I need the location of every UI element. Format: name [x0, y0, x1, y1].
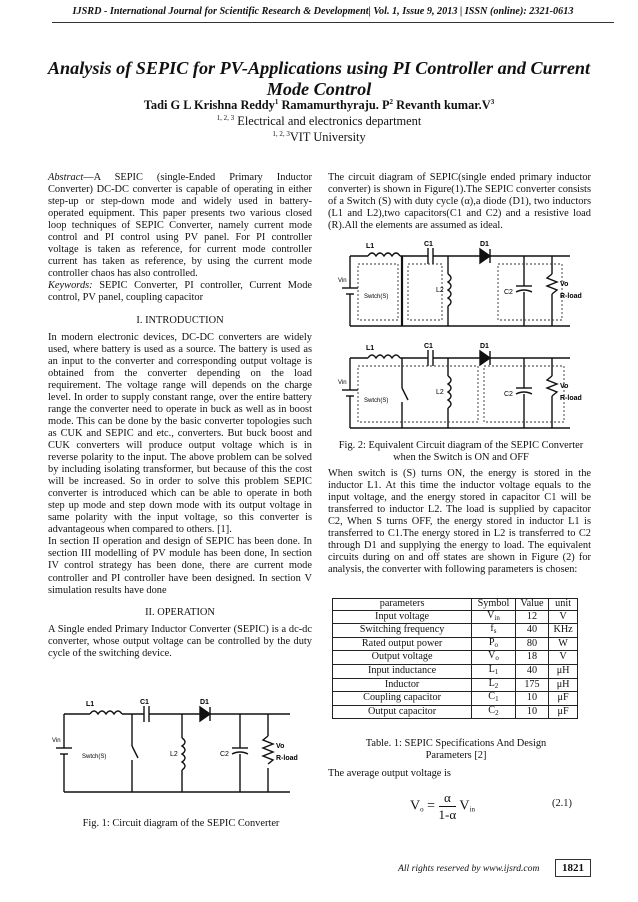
- author-2-sup: 2: [389, 98, 394, 106]
- author-line: [40, 98, 598, 113]
- table-row: Input inductance $L_1$ 40 μH: [333, 664, 578, 678]
- fig2-off-label-l1: L1: [366, 345, 375, 352]
- equation-number: (2.1): [552, 798, 572, 809]
- fig2-on-label-vin: Vin: [338, 278, 347, 284]
- right-column-top: [328, 172, 591, 232]
- fig1-switch: [132, 746, 138, 758]
- fig2-off-label-l2: L2: [436, 389, 444, 396]
- abstract-text: —A SEPIC (single-Ended Primary Inductor Converter) DC-DC converter is capable of operating in either step-up or step-down mode and widely used in battery-operated equipment. This paper presents two various closed loop techniques of SEPIC Converter, namely current mode control and PI control using PV panel. For PI controller voltage is taken as reference, for current mode controller current has taken as reference, by using the current mode controller chaos has also controlled.: [48, 172, 312, 280]
- fig1-label-c2: C2: [220, 751, 229, 758]
- table-header: Symbol: [472, 599, 516, 611]
- table-row: Output voltage $V_o$ 18 V: [333, 651, 578, 665]
- table-header: unit: [549, 599, 578, 611]
- table-row: Inductor $L_2$ 175 μH: [333, 678, 578, 692]
- left-column: [48, 172, 312, 660]
- intro-paragraph-2: In section II operation and design of SEPIC has been done. In section III modelling of PV module has been done, In section IV control strategy has been done, there are current mode controller and PI controller have been designed. In section V simulation results have done: [48, 536, 312, 596]
- right-column-middle: [328, 468, 591, 576]
- table-row: Input voltage $V_{in}$ 12 V: [333, 610, 578, 624]
- fig2-off-label-c1: C1: [424, 343, 433, 350]
- eq-lhs-sub: o: [420, 805, 424, 814]
- fig2-off-label-rload: R-load: [560, 395, 582, 402]
- header-rule: [52, 22, 614, 23]
- fig2-on-loop-1: [358, 264, 398, 320]
- fig2-caption: Fig. 2: Equivalent Circuit diagram of the SEPIC Converter when the Switch is ON and OFF: [338, 440, 584, 463]
- fig2-off-l2: [448, 376, 451, 408]
- university: [40, 130, 598, 145]
- fig2-on-label-l1: L1: [366, 243, 375, 250]
- fig2-off-loop-1: [358, 366, 478, 422]
- running-head: IJSRD - International Journal for Scientific Research & Development| Vol. 1, Issue 9, 2013 | ISSN (online): 2321-0613: [72, 6, 574, 17]
- page-number: 1821: [555, 859, 591, 877]
- fig2-on-d1: [480, 249, 490, 263]
- table-row: Switching frequency $f_s$ 40 KHz: [333, 624, 578, 638]
- fig2-equivalent-circuits: [338, 238, 594, 436]
- abstract: [48, 172, 312, 280]
- fig1-label-l1: L1: [86, 701, 95, 708]
- fig1-l1-inductor: [90, 711, 122, 714]
- table-row: Rated output power $P_o$ 80 W: [333, 637, 578, 651]
- keywords: [48, 280, 312, 304]
- eq-equals: =: [427, 798, 436, 814]
- fig1-label-rload: R-load: [276, 755, 298, 762]
- fig1-label-vo: Vo: [276, 743, 285, 750]
- fig2-off-label-c2: C2: [504, 391, 513, 398]
- footer-rights: All rights reserved by www.ijsrd.com: [398, 863, 540, 874]
- fig2-off-label-vin: Vin: [338, 380, 347, 386]
- affiliation: [40, 114, 598, 129]
- fig2-off-l1: [368, 355, 400, 358]
- operation-paragraph: A Single ended Primary Inductor Converter (SEPIC) is a dc-dc converter, whose output voltage can be controlled by the duty cycle of the switching device.: [48, 623, 312, 659]
- section-heading-introduction: I. INTRODUCTION: [136, 314, 224, 326]
- fig1-circuit-diagram: [52, 696, 310, 812]
- university-sup: 1, 2, 3: [272, 130, 290, 138]
- table-row: Coupling capacitor $C_1$ 10 μF: [333, 692, 578, 706]
- operation-description: When switch is (S) turns ON, the energy is stored in the inductor L1. At this time the inductor voltage equals to the input voltage, and the energy stored in capacitor C1 will be transferred to inductor L2. The load is supplied by capacitor C2, When S turns OFF, the energy stored in inductor L1 is transferred to C1.The energy stored in L2 is transferred to C2 through D1 and supplying the energy to load. The equivalent circuits during on and off states are shown in Figure (2) for analysis, the converter with following parameters is chosen:: [328, 468, 591, 576]
- eq-lhs: V: [410, 798, 421, 814]
- fig2-on-label-d1: D1: [480, 241, 489, 248]
- fig1-label-vin: Vin: [52, 738, 61, 744]
- fig2-on-label-switch: Swtch(S): [364, 294, 389, 300]
- fig1-d1-diode: [200, 707, 210, 721]
- university-text: VIT University: [289, 130, 366, 144]
- fig1-label-d1: D1: [200, 699, 209, 706]
- author-3-sup: 3: [490, 98, 495, 106]
- avg-voltage-text: The average output voltage is: [328, 768, 451, 779]
- section-heading-operation: II. OPERATION: [145, 606, 215, 618]
- fig2-on-l1: [368, 253, 400, 256]
- equation-2-1: [410, 790, 475, 823]
- keywords-label: Keywords:: [48, 280, 93, 292]
- eq-rhs: V: [459, 798, 470, 814]
- abstract-label: Abstract: [48, 172, 84, 183]
- author-1-sup: 1: [274, 98, 279, 106]
- fig1-label-switch: Swtch(S): [82, 754, 107, 760]
- author-3: Revanth kumar.V: [393, 98, 491, 112]
- table-row: Output capacitor $C_2$ 10 μF: [333, 705, 578, 719]
- table-header-row: [333, 599, 578, 611]
- intro-paragraph-1: In modern electronic devices, DC-DC converters are widely used, where battery is used as a source. The battery is used as an input to the converter and corresponding output voltage is obtained from the converter depending on the load requirement. The voltage range will depends on the charge level. In order to supply constant range, over the entire battery range the converter need to operate in buck as well as in boost mode. This can be done by the basic converter topologies such as CUK and SEPIC and etc., converters. But buck boost and CUK converters will produce output voltage which is in reverse polarity to the input. The above problem can be solved by including isolating transformer, but because of this the cost will be increased. So in order to solve this problem SEPIC converter is introduced which can be able to operate in both step up mode and step down mode with its output voltage in same polarity with the input voltage, so this converter is advantageous when compared to others. [1].: [48, 331, 312, 536]
- fig1-caption: Fig. 1: Circuit diagram of the SEPIC Converter: [82, 818, 280, 829]
- keywords-text: SEPIC Converter, PI controller, Current Mode control, PV panel, coupling capacitor: [48, 280, 312, 304]
- fig1-l2-inductor: [182, 738, 185, 770]
- fig2-on-label-c2: C2: [504, 289, 513, 296]
- eq-numerator: α: [439, 790, 457, 807]
- circuit-description: The circuit diagram of SEPIC(single ended primary inductor converter) is shown in Figure(1).The SEPIC converter consists of a Switch (S) with duty cycle (α),a diode (D1), two inductors (L1 and L2),two capacitors(C1 and C2) and a resistive load (R).All the elements are assumed as ideal.: [328, 172, 591, 232]
- table-header: Value: [515, 599, 548, 611]
- paper-title: Analysis of SEPIC for PV-Applications using PI Controller and Current Mode Control: [47, 58, 591, 99]
- fig1-label-l2: L2: [170, 751, 178, 758]
- fig2-on-label-rload: R-load: [560, 293, 582, 300]
- eq-fraction: [439, 790, 457, 823]
- fig2-off-label-switch: Swtch(S): [364, 398, 389, 404]
- table-caption: Table. 1: SEPIC Specifications And Design Parameters [2]: [365, 738, 547, 761]
- eq-rhs-sub: in: [469, 805, 475, 814]
- fig2-off-label-d1: D1: [480, 343, 489, 350]
- eq-denominator: 1-α: [438, 807, 457, 822]
- fig2-off-label-vo: Vo: [560, 383, 569, 390]
- fig1-label-c1: C1: [140, 699, 149, 706]
- table-header: parameters: [333, 599, 472, 611]
- fig1-load-resistor: [263, 736, 273, 764]
- fig2-off-d1: [480, 351, 490, 365]
- author-2: Ramamurthyraju. P: [278, 98, 390, 112]
- affiliation-sup: 1, 2, 3: [216, 114, 235, 122]
- fig2-on-label-vo: Vo: [560, 281, 569, 288]
- author-1: Tadi G L Krishna Reddy: [143, 98, 275, 112]
- affiliation-text: Electrical and electronics department: [234, 114, 422, 128]
- fig2-on-l2: [448, 274, 451, 306]
- spec-table: [332, 598, 578, 719]
- fig2-on-label-c1: C1: [424, 241, 433, 248]
- fig2-on-label-l2: L2: [436, 287, 444, 294]
